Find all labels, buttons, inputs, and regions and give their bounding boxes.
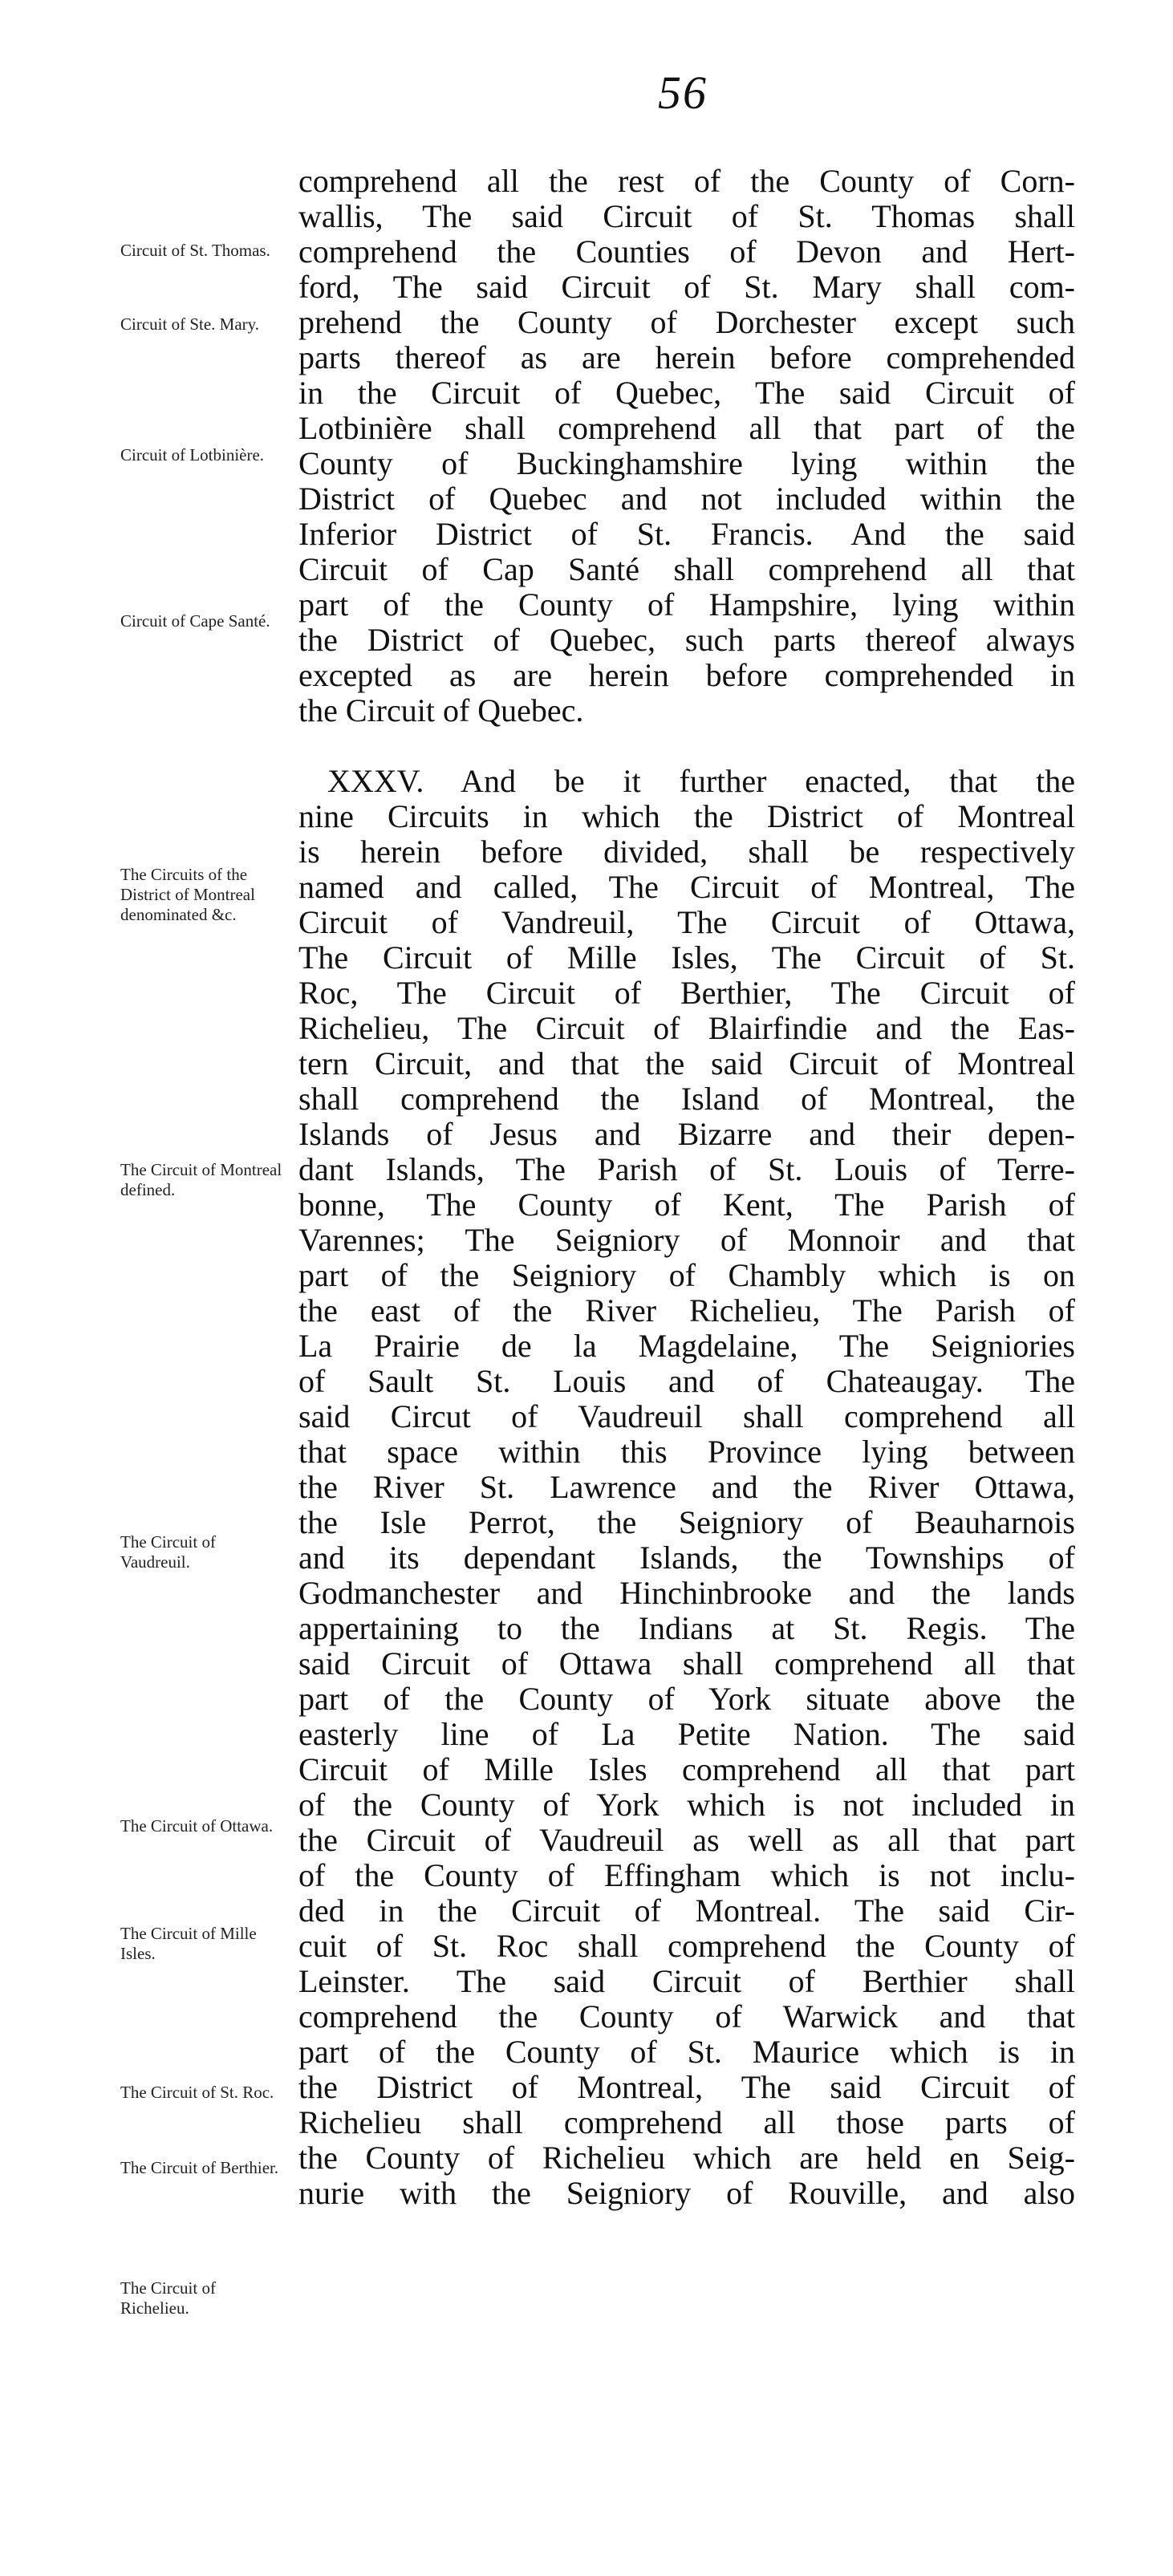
body-line: shall comprehend the Island of Montreal, the (298, 1081, 1075, 1117)
body-line: the Circuit of Quebec. (298, 692, 584, 728)
body-line: District of Quebec and not included within the (298, 481, 1075, 517)
body-text (298, 164, 1075, 2211)
body-line: appertaining to the Indians at St. Regis. The (298, 1610, 1075, 1646)
body-line: Inferior District of St. Francis. And the said (298, 516, 1075, 552)
body-line: nine Circuits in which the District of Montreal (298, 798, 1075, 834)
body-line: part of the County of York situate above the (298, 1681, 1075, 1717)
paragraph-gap (298, 728, 1075, 764)
body-line: excepted as are herein before comprehended in (298, 657, 1075, 693)
margin-note-richelieu: The Circuit of Richelieu. (120, 2278, 216, 2318)
body-line: La Prairie de la Magdelaine, The Seigniories (298, 1328, 1075, 1364)
margin-note-vaudreuil: The Circuit of Vaudreuil. (120, 1532, 216, 1572)
body-line: part of the Seigniory of Chambly which is on (298, 1257, 1075, 1293)
body-line: The Circuit of Mille Isles, The Circuit of St. (298, 939, 1075, 976)
body-line: tern Circuit, and that the said Circuit of Montreal (298, 1045, 1075, 1081)
margin-note-ottawa: The Circuit of Ottawa. (120, 1816, 274, 1836)
body-line: comprehend the Counties of Devon and Hert- (298, 233, 1075, 270)
body-line: Leinster. The said Circuit of Berthier shall (298, 1963, 1075, 1999)
margin-note-mille-isles: The Circuit of Mille Isles. (120, 1924, 257, 1963)
body-line: nurie with the Seigniory of Rouville, and also (298, 2175, 1075, 2211)
body-line: Richelieu shall comprehend all those parts of (298, 2104, 1075, 2140)
body-line: the Circuit of Vaudreuil as well as all that part (298, 1822, 1075, 1858)
body-line: County of Buckinghamshire lying within the (298, 445, 1075, 481)
body-line: comprehend all the rest of the County of Corn- (298, 163, 1075, 199)
body-line: the County of Richelieu which are held en Seig- (298, 2140, 1075, 2176)
body-line: of Sault St. Louis and of Chateaugay. The (298, 1363, 1075, 1399)
body-line: and its dependant Islands, the Townships of (298, 1540, 1075, 1576)
body-line: part of the County of Hampshire, lying within (298, 586, 1075, 623)
body-line: Roc, The Circuit of Berthier, The Circuit of (298, 975, 1075, 1011)
body-line: prehend the County of Dorchester except such (298, 304, 1075, 340)
margin-note-st-roc: The Circuit of St. Roc. (120, 2083, 274, 2102)
body-line: that space within this Province lying between (298, 1434, 1075, 1470)
body-line: the Isle Perrot, the Seigniory of Beauharnois (298, 1504, 1075, 1540)
body-line: is herein before divided, shall be respectively (298, 834, 1075, 870)
body-line: said Circut of Vaudreuil shall comprehend all (298, 1398, 1075, 1434)
body-line: of the County of Effingham which is not inclu- (298, 1857, 1075, 1893)
body-line: Circuit of Vandreuil, The Circuit of Ottawa, (298, 904, 1075, 940)
margin-note-st-thomas: Circuit of St. Thomas. (120, 241, 270, 260)
body-line: Varennes; The Seigniory of Monnoir and that (298, 1222, 1075, 1258)
body-line: in the Circuit of Quebec, The said Circuit of (298, 375, 1075, 411)
body-line: the east of the River Richelieu, The Parish of (298, 1292, 1075, 1329)
body-line: named and called, The Circuit of Montreal, The (298, 869, 1075, 905)
body-line: cuit of St. Roc shall comprehend the County of (298, 1928, 1075, 1964)
body-line: Circuit of Cap Santé shall comprehend all that (298, 551, 1075, 587)
body-line: the District of Quebec, such parts thereof always (298, 622, 1075, 658)
margin-note-montreal-circuits: The Circuits of the District of Montreal denominated &c. (120, 865, 255, 924)
body-line: comprehend the County of Warwick and that (298, 1998, 1075, 2034)
body-line: Circuit of Mille Isles comprehend all that part (298, 1751, 1075, 1787)
body-line: XXXV. And be it further enacted, that the (327, 763, 1075, 799)
body-line: said Circuit of Ottawa shall comprehend all that (298, 1645, 1075, 1681)
body-line: bonne, The County of Kent, The Parish of (298, 1187, 1075, 1223)
margin-note-cape-sante: Circuit of Cape Santé. (120, 611, 270, 631)
body-line: Lotbinière shall comprehend all that part of the (298, 410, 1075, 446)
page-number: 56 (658, 67, 708, 119)
body-line: part of the County of St. Maurice which is in (298, 2034, 1075, 2070)
body-line: Richelieu, The Circuit of Blairfindie and the Eas- (298, 1010, 1075, 1046)
body-line: ford, The said Circuit of St. Mary shall com- (298, 269, 1075, 305)
margin-note-lotbiniere: Circuit of Lotbinière. (120, 445, 265, 464)
body-line: of the County of York which is not included in (298, 1787, 1075, 1823)
body-line: Islands of Jesus and Bizarre and their depen- (298, 1116, 1075, 1152)
body-line: dant Islands, The Parish of St. Louis of Terre- (298, 1151, 1075, 1187)
body-line: Godmanchester and Hinchinbrooke and the lands (298, 1575, 1075, 1611)
body-line: the River St. Lawrence and the River Ottawa, (298, 1469, 1075, 1505)
body-line: wallis, The said Circuit of St. Thomas shall (298, 198, 1075, 234)
body-line: the District of Montreal, The said Circuit of (298, 2069, 1075, 2105)
body-line: parts thereof as are herein before comprehended (298, 339, 1075, 375)
margin-note-berthier: The Circuit of Berthier. (120, 2158, 279, 2177)
margin-note-ste-mary: Circuit of Ste. Mary. (120, 314, 260, 334)
margin-note-montreal-defined: The Circuit of Montreal defined. (120, 1160, 282, 1199)
body-line: easterly line of La Petite Nation. The said (298, 1716, 1075, 1752)
body-line: ded in the Circuit of Montreal. The said Cir- (298, 1892, 1075, 1929)
